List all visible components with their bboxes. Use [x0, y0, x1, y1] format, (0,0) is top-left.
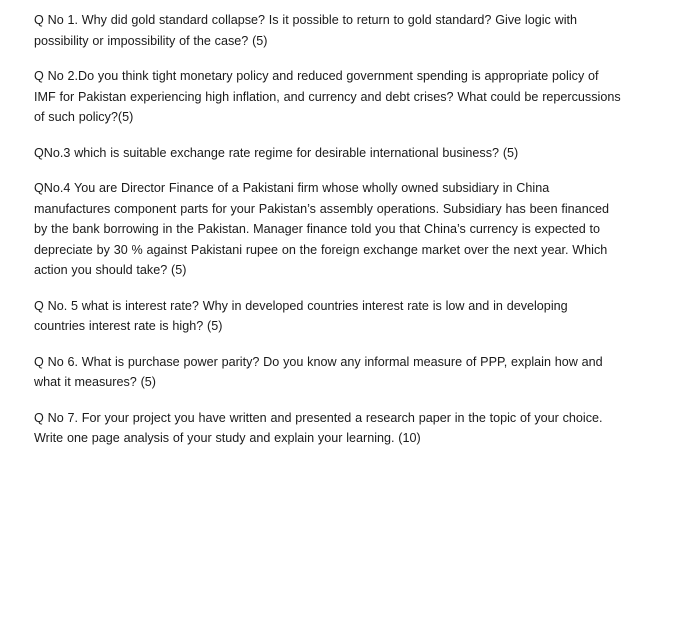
question-6: Q No 6. What is purchase power parity? Do you know any informal measure of PPP, explain how and what it measures? (5): [34, 354, 603, 389]
question-2: Q No 2.Do you think tight monetary policy and reduced government spending is appropriate policy of IMF for Pakistan experiencing high inflation, and currency and debt crises? What could be repercussions of such policy?(5): [34, 69, 621, 124]
question-7: Q No 7. For your project you have written and presented a research paper in the topic of your choice. Write one page analysis of your study and explain your learning. (10): [34, 410, 603, 445]
question-1: Q No 1. Why did gold standard collapse? Is it possible to return to gold standard? Give logic with possibility or impossibility of the case? (5): [34, 13, 578, 48]
question-5: Q No. 5 what is interest rate? Why in developed countries interest rate is low and in developing countries interest rate is high? (5): [34, 298, 568, 333]
question-4: QNo.4 You are Director Finance of a Pakistani firm whose wholly owned subsidiary in China manufactures component parts for your Pakistan’s assembly operations. Subsidiary has been financed by the bank borrowing in the Pakistan. Manager finance told you that China’s currency is expected to depreciate by 30 % against Pakistani rupee on the foreign exchange market over the next year. Which action you should take? (5): [34, 181, 609, 277]
question-3: QNo.3 which is suitable exchange rate regime for desirable international business? (5): [34, 145, 519, 160]
